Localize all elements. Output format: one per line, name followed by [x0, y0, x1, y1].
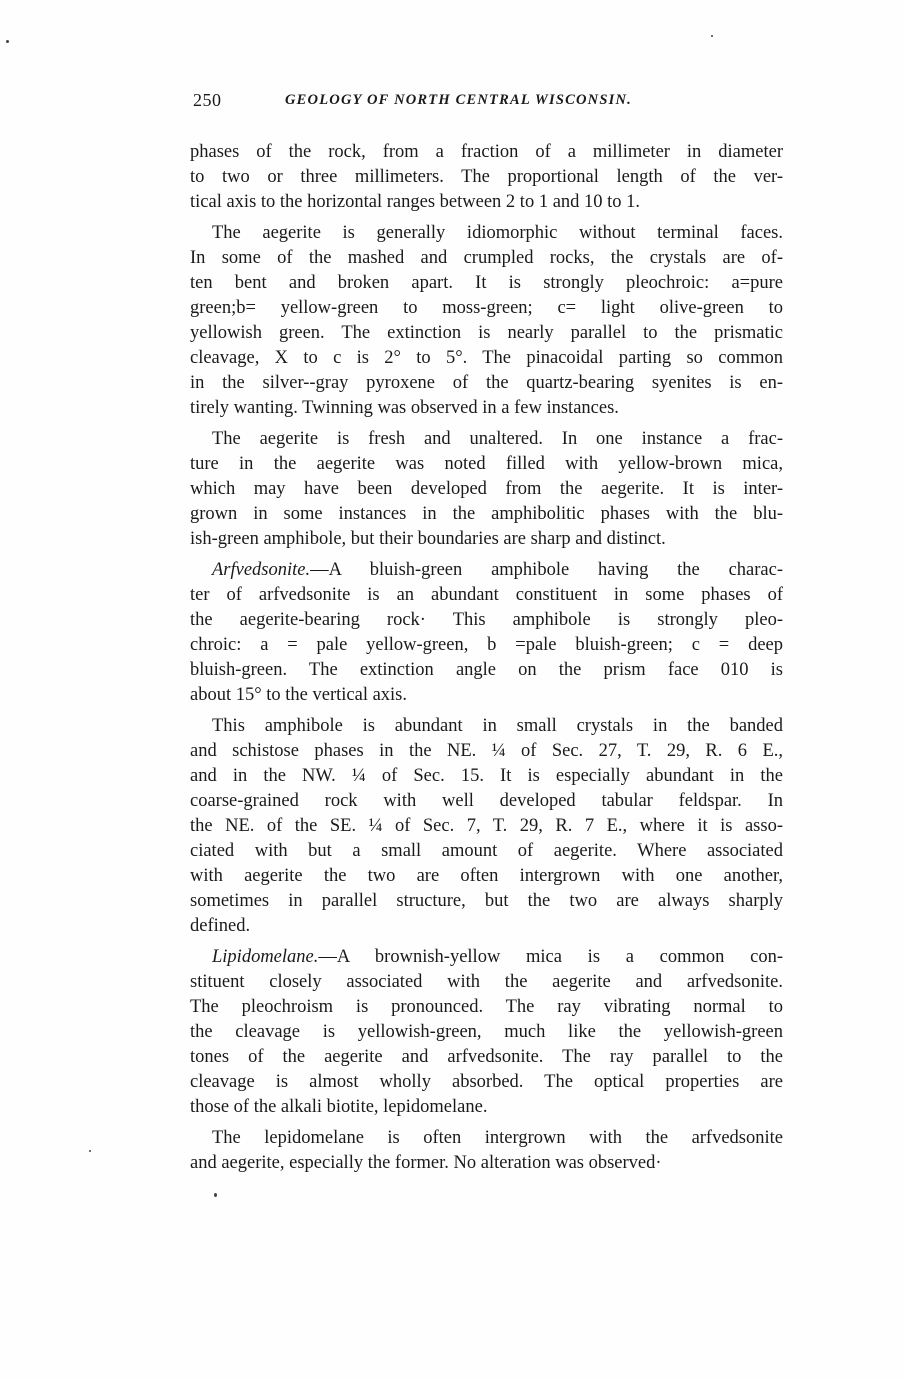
text-run: —A brownish-yellow mica is a common con-	[318, 947, 783, 967]
text-line: the cleavage is yellowish-green, much like the yellowish-green	[190, 1022, 783, 1042]
text-line	[190, 945, 783, 970]
text-line: chroic: a = pale yellow-green, b =pale bluish-green; c = deep	[190, 635, 783, 655]
running-head: GEOLOGY OF NORTH CENTRAL WISCONSIN.	[285, 92, 632, 108]
text-line: stituent closely associated with the aegerite and arfvedsonite.	[190, 972, 783, 992]
paragraph-arfvedsonite	[190, 558, 783, 708]
text-line: with aegerite the two are often intergrown with one another,	[190, 866, 783, 886]
page-number: 250	[193, 90, 222, 110]
text-line: The aegerite is fresh and unaltered. In one instance a frac-	[212, 429, 783, 449]
page-header	[193, 90, 793, 114]
text-line: ter of arfvedsonite is an abundant constituent in some phases of	[190, 585, 783, 605]
text-line: in the silver--gray pyroxene of the quartz-bearing syenites is en-	[190, 373, 783, 393]
text-line: ish-green amphibole, but their boundaries are sharp and distinct.	[190, 529, 666, 549]
text-line: grown in some instances in the amphibolitic phases with the blu-	[190, 504, 783, 524]
text-line: tones of the aegerite and arfvedsonite. The ray parallel to the	[190, 1047, 783, 1067]
text-line: sometimes in parallel structure, but the two are always sharply	[190, 891, 783, 911]
paragraph-lipidomelane	[190, 945, 783, 1120]
text-line: The aegerite is generally idiomorphic without terminal faces.	[212, 223, 783, 243]
text-line	[190, 558, 783, 583]
text-run: —A bluish-green amphibole having the charac-	[310, 560, 783, 580]
scan-speck	[89, 1150, 91, 1152]
paragraph-1	[190, 140, 783, 215]
text-line: which may have been developed from the aegerite. It is inter-	[190, 479, 783, 499]
scan-speck	[711, 35, 713, 37]
page-body	[190, 140, 783, 1182]
paragraph-3	[190, 427, 783, 552]
paragraph-5	[190, 714, 783, 939]
text-line: to two or three millimeters. The proportional length of the ver-	[190, 167, 783, 187]
text-line: The pleochroism is pronounced. The ray vibrating normal to	[190, 997, 783, 1017]
text-line: ciated with but a small amount of aegerite. Where associated	[190, 841, 783, 861]
text-line: those of the alkali biotite, lepidomelane.	[190, 1097, 488, 1117]
text-line: tirely wanting. Twinning was observed in a few instances.	[190, 398, 619, 418]
paragraph-2	[190, 221, 783, 421]
text-line: and aegerite, especially the former. No alteration was observed·	[190, 1153, 662, 1173]
section-term: Lipidomelane.	[212, 947, 319, 967]
text-line: the NE. of the SE. ¼ of Sec. 7, T. 29, R. 7 E., where it is asso-	[190, 816, 783, 836]
text-line: the aegerite-bearing rock· This amphibole is strongly pleo-	[190, 610, 783, 630]
section-term: Arfvedsonite.	[212, 560, 311, 580]
text-line: green;b= yellow-green to moss-green; c= light olive-green to	[190, 298, 783, 318]
text-line: bluish-green. The extinction angle on the prism face 010 is	[190, 660, 783, 680]
text-line: and schistose phases in the NE. ¼ of Sec. 27, T. 29, R. 6 E.,	[190, 741, 783, 761]
text-line: cleavage, X to c is 2° to 5°. The pinacoidal parting so common	[190, 348, 783, 368]
scan-speck	[214, 1193, 217, 1197]
scan-speck	[6, 40, 9, 43]
text-line: ten bent and broken apart. It is strongly pleochroic: a=pure	[190, 273, 783, 293]
text-line: In some of the mashed and crumpled rocks, the crystals are of-	[190, 248, 783, 268]
text-line: This amphibole is abundant in small crystals in the banded	[212, 716, 783, 736]
text-line: The lepidomelane is often intergrown with the arfvedsonite	[212, 1128, 783, 1148]
text-line: and in the NW. ¼ of Sec. 15. It is especially abundant in the	[190, 766, 783, 786]
text-line: tical axis to the horizontal ranges between 2 to 1 and 10 to 1.	[190, 192, 641, 212]
paragraph-7	[190, 1126, 783, 1176]
text-line: defined.	[190, 916, 251, 936]
text-line: coarse-grained rock with well developed tabular feldspar. In	[190, 791, 783, 811]
text-line: yellowish green. The extinction is nearly parallel to the prismatic	[190, 323, 783, 343]
text-line: cleavage is almost wholly absorbed. The optical properties are	[190, 1072, 783, 1092]
text-line: phases of the rock, from a fraction of a millimeter in diameter	[190, 142, 783, 162]
text-line: about 15° to the vertical axis.	[190, 685, 408, 705]
text-line: ture in the aegerite was noted filled with yellow-brown mica,	[190, 454, 783, 474]
